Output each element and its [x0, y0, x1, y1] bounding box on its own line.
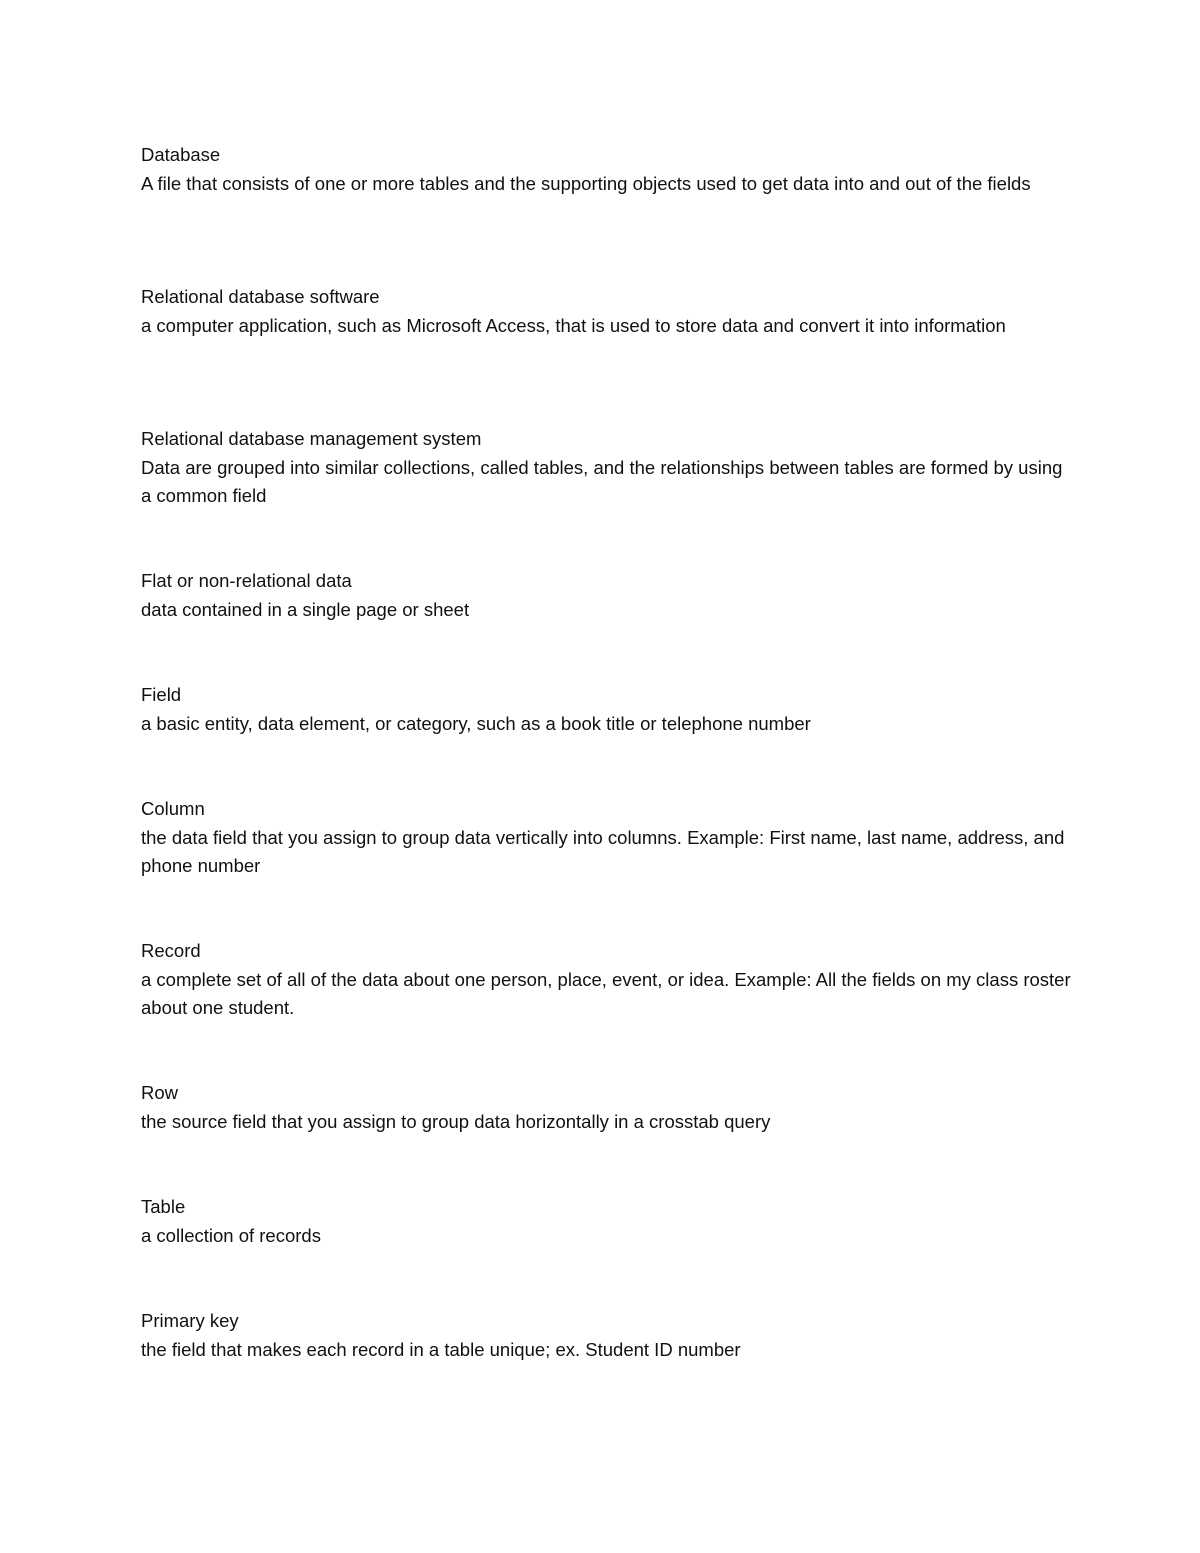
- glossary-entry: [141, 1307, 1071, 1364]
- glossary-entry: [141, 141, 1071, 198]
- entry-term: Column: [141, 798, 205, 819]
- glossary-entry: [141, 1079, 1071, 1136]
- glossary-entry: [141, 567, 1071, 624]
- entry-term: Database: [141, 144, 221, 165]
- entry-term: Table: [141, 1196, 186, 1217]
- entry-term: Relational database management system: [141, 428, 482, 449]
- entry-definition: a computer application, such as Microsoft Access, that is used to store data and convert it into information: [141, 314, 1006, 336]
- entry-term: Relational database software: [141, 286, 380, 307]
- entry-definition: data contained in a single page or sheet: [141, 598, 470, 620]
- glossary-entry: [141, 681, 1071, 738]
- entry-definition: a complete set of all of the data about one person, place, event, or idea. Example: All the fields on my class roster about one student.: [141, 968, 1071, 1018]
- glossary-entry: [141, 795, 1071, 881]
- glossary-entry: [141, 283, 1071, 340]
- entry-definition: A file that consists of one or more tables and the supporting objects used to get data into and out of the fields: [141, 172, 1031, 194]
- entry-term: Row: [141, 1082, 179, 1103]
- entry-definition: the data field that you assign to group data vertically into columns. Example: First name, last name, address, and phone number: [141, 826, 1065, 876]
- entry-term: Flat or non-relational data: [141, 570, 352, 591]
- entry-term: Field: [141, 684, 182, 705]
- entry-term: Record: [141, 940, 201, 961]
- entry-definition: a basic entity, data element, or category, such as a book title or telephone number: [141, 712, 811, 734]
- entry-definition: the field that makes each record in a table unique; ex. Student ID number: [141, 1338, 741, 1360]
- glossary-entry: [141, 1193, 1071, 1250]
- glossary-entry: [141, 425, 1071, 511]
- glossary-entry: [141, 937, 1071, 1023]
- entry-term: Primary key: [141, 1310, 239, 1331]
- entry-definition: the source field that you assign to group data horizontally in a crosstab query: [141, 1110, 771, 1132]
- entry-definition: a collection of records: [141, 1224, 321, 1246]
- entry-definition: Data are grouped into similar collections, called tables, and the relationships between tables are formed by using a common field: [141, 456, 1063, 506]
